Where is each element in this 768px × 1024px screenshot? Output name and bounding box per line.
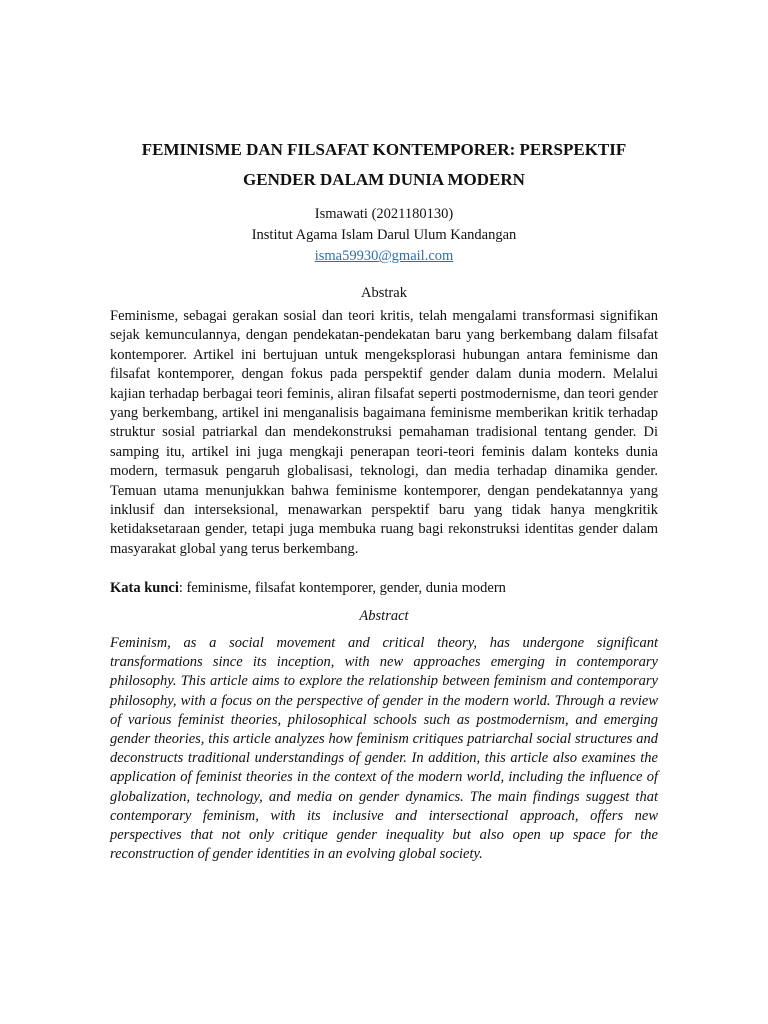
author-institution: Institut Agama Islam Darul Ulum Kandangan: [251, 227, 517, 243]
abstract-en-body: Feminism, as a social movement and critical theory, has undergone significant transformations since its inception, with new approaches emerging in contemporary philosophy. This article aims to explore the relationship between feminism and contemporary philosophy, with a focus on the perspective of gender in the modern world. Through a review of various feminist theories, philosophical schools such as postmodernism, and emerging gender theories, this article analyzes how feminism critiques patriarchal social structures and deconstructs traditional understandings of gender. In addition, this article also examines the application of feminist theories in the context of the modern world, including the influence of globalization, technology, and media on gender dynamics. The main findings suggest that contemporary feminism, with its inclusive and intersectional approach, offers new perspectives that not only critique gender inequality but also open up space for the reconstruction of gender identities in an evolving global society.: [110, 635, 658, 863]
keywords-label: Kata kunci: [110, 580, 179, 596]
abstract-en-heading: Abstract: [359, 608, 409, 624]
abstract-id-heading: Abstrak: [361, 285, 407, 301]
keywords-line: [110, 578, 658, 598]
keywords-list: : feminisme, filsafat kontemporer, gender, dunia modern: [178, 580, 506, 596]
paper-title-line-1: FEMINISME DAN FILSAFAT KONTEMPORER: PERSPEKTIF: [141, 140, 627, 159]
author-name: Ismawati (2021180130): [314, 206, 454, 222]
author-email-link[interactable]: isma59930@gmail.com: [314, 248, 454, 264]
abstract-id-body: Feminisme, sebagai gerakan sosial dan teori kritis, telah mengalami transformasi signifikan sejak kemunculannya, dengan pendekatan-pendekatan baru yang berkembang dalam filsafat kontemporer. Artikel ini bertujuan untuk mengeksplorasi hubungan antara feminisme dan filsafat kontemporer, dengan fokus pada perspektif gender dalam dunia modern. Melalui kajian terhadap berbagai teori feminis, aliran filsafat seperti postmodernisme, dan teori gender yang berkembang, artikel ini menganalisis bagaimana feminisme memberikan kritik terhadap struktur sosial patriarkal dan mendekonstruksi pemahaman tradisional tentang gender. Di samping itu, artikel ini juga mengkaji penerapan teori-teori feminis dalam konteks dunia modern, termasuk pengaruh globalisasi, teknologi, dan media terhadap dinamika gender. Temuan utama menunjukkan bahwa feminisme kontemporer, dengan pendekatannya yang inklusif dan interseksional, menawarkan perspektif baru yang tidak hanya mengkritik ketidaksetaraan gender, tetapi juga membuka ruang bagi rekonstruksi identitas gender dalam masyarakat global yang terus berkembang.: [110, 308, 658, 557]
author-block: [110, 204, 658, 267]
paper-title: [60, 135, 708, 195]
paper-title-line-2: GENDER DALAM DUNIA MODERN: [243, 170, 525, 189]
